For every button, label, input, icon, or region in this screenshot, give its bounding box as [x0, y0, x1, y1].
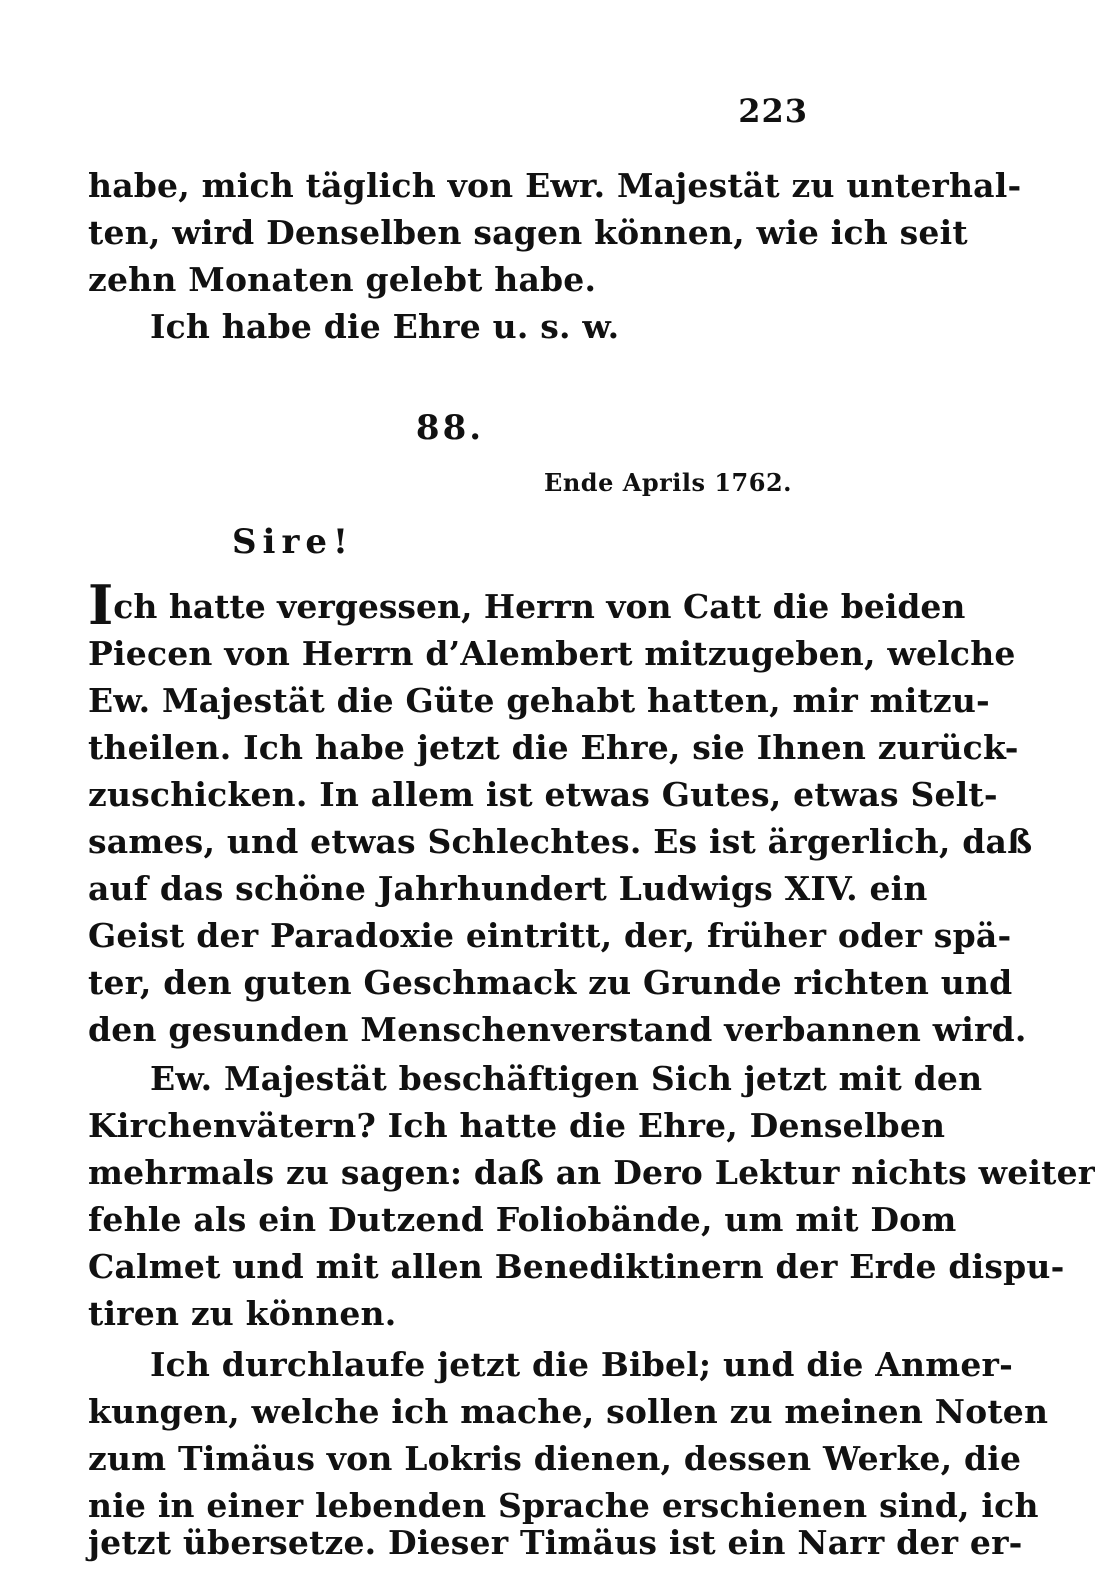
page-number: 223 [738, 92, 808, 130]
text-line: Ich durchlaufe jetzt die Bibel; und die Anmer- [150, 1345, 1014, 1384]
text-line: fehle als ein Dutzend Foliobände, um mit Dom [88, 1200, 957, 1239]
text-line: Calmet und mit allen Benediktinern der Erde dispu- [88, 1247, 1065, 1286]
text-line: zuschicken. In allem ist etwas Gutes, etwas Selt- [88, 775, 998, 814]
text-line: habe, mich täglich von Ewr. Majestät zu unterhal- [88, 166, 1022, 205]
text-line: Piecen von Herrn d’Alembert mitzugeben, welche [88, 634, 1016, 673]
text-line: jetzt übersetze. Dieser Timäus ist ein Narr der er- [88, 1523, 1023, 1562]
text-line: Ew. Majestät die Güte gehabt hatten, mir mitzu- [88, 681, 990, 720]
text-line: ter, den guten Geschmack zu Grunde richten und [88, 963, 1013, 1002]
text-line: tiren zu können. [88, 1294, 397, 1333]
text-line: zehn Monaten gelebt habe. [88, 260, 597, 299]
text-line: den gesunden Menschenverstand verbannen wird. [88, 1010, 1027, 1049]
text-line: theilen. Ich habe jetzt die Ehre, sie Ihnen zurück- [88, 728, 1019, 767]
text-line: ten, wird Denselben sagen können, wie ich seit [88, 213, 968, 252]
text-line: Ew. Majestät beschäftigen Sich jetzt mit den [150, 1059, 983, 1098]
text-line [88, 573, 966, 637]
text-line: Geist der Paradoxie eintritt, der, früher oder spä- [88, 916, 1012, 955]
text-line: sames, und etwas Schlechtes. Es ist ärgerlich, daß [88, 822, 1033, 861]
text-line: kungen, welche ich mache, sollen zu meinen Noten [88, 1392, 1049, 1431]
letter-number: 88. [415, 408, 485, 448]
salutation: Sire! [232, 522, 354, 562]
text-line: Kirchenvätern? Ich hatte die Ehre, Denselben [88, 1106, 946, 1145]
drop-cap: I [88, 573, 114, 637]
letter-date: Ende Aprils 1762. [544, 468, 792, 497]
text-line: zum Timäus von Lokris dienen, dessen Werke, die [88, 1439, 1022, 1478]
text-line: nie in einer lebenden Sprache erschienen sind, ich [88, 1486, 1039, 1525]
text-line: auf das schöne Jahrhundert Ludwigs XIV. ein [88, 869, 928, 908]
text-fragment: ch hatte vergessen, Herrn von Catt die beiden [113, 587, 966, 626]
closing-formula: Ich habe die Ehre u. s. w. [150, 307, 620, 346]
text-line: mehrmals zu sagen: daß an Dero Lektur nichts weiter [88, 1153, 1095, 1192]
